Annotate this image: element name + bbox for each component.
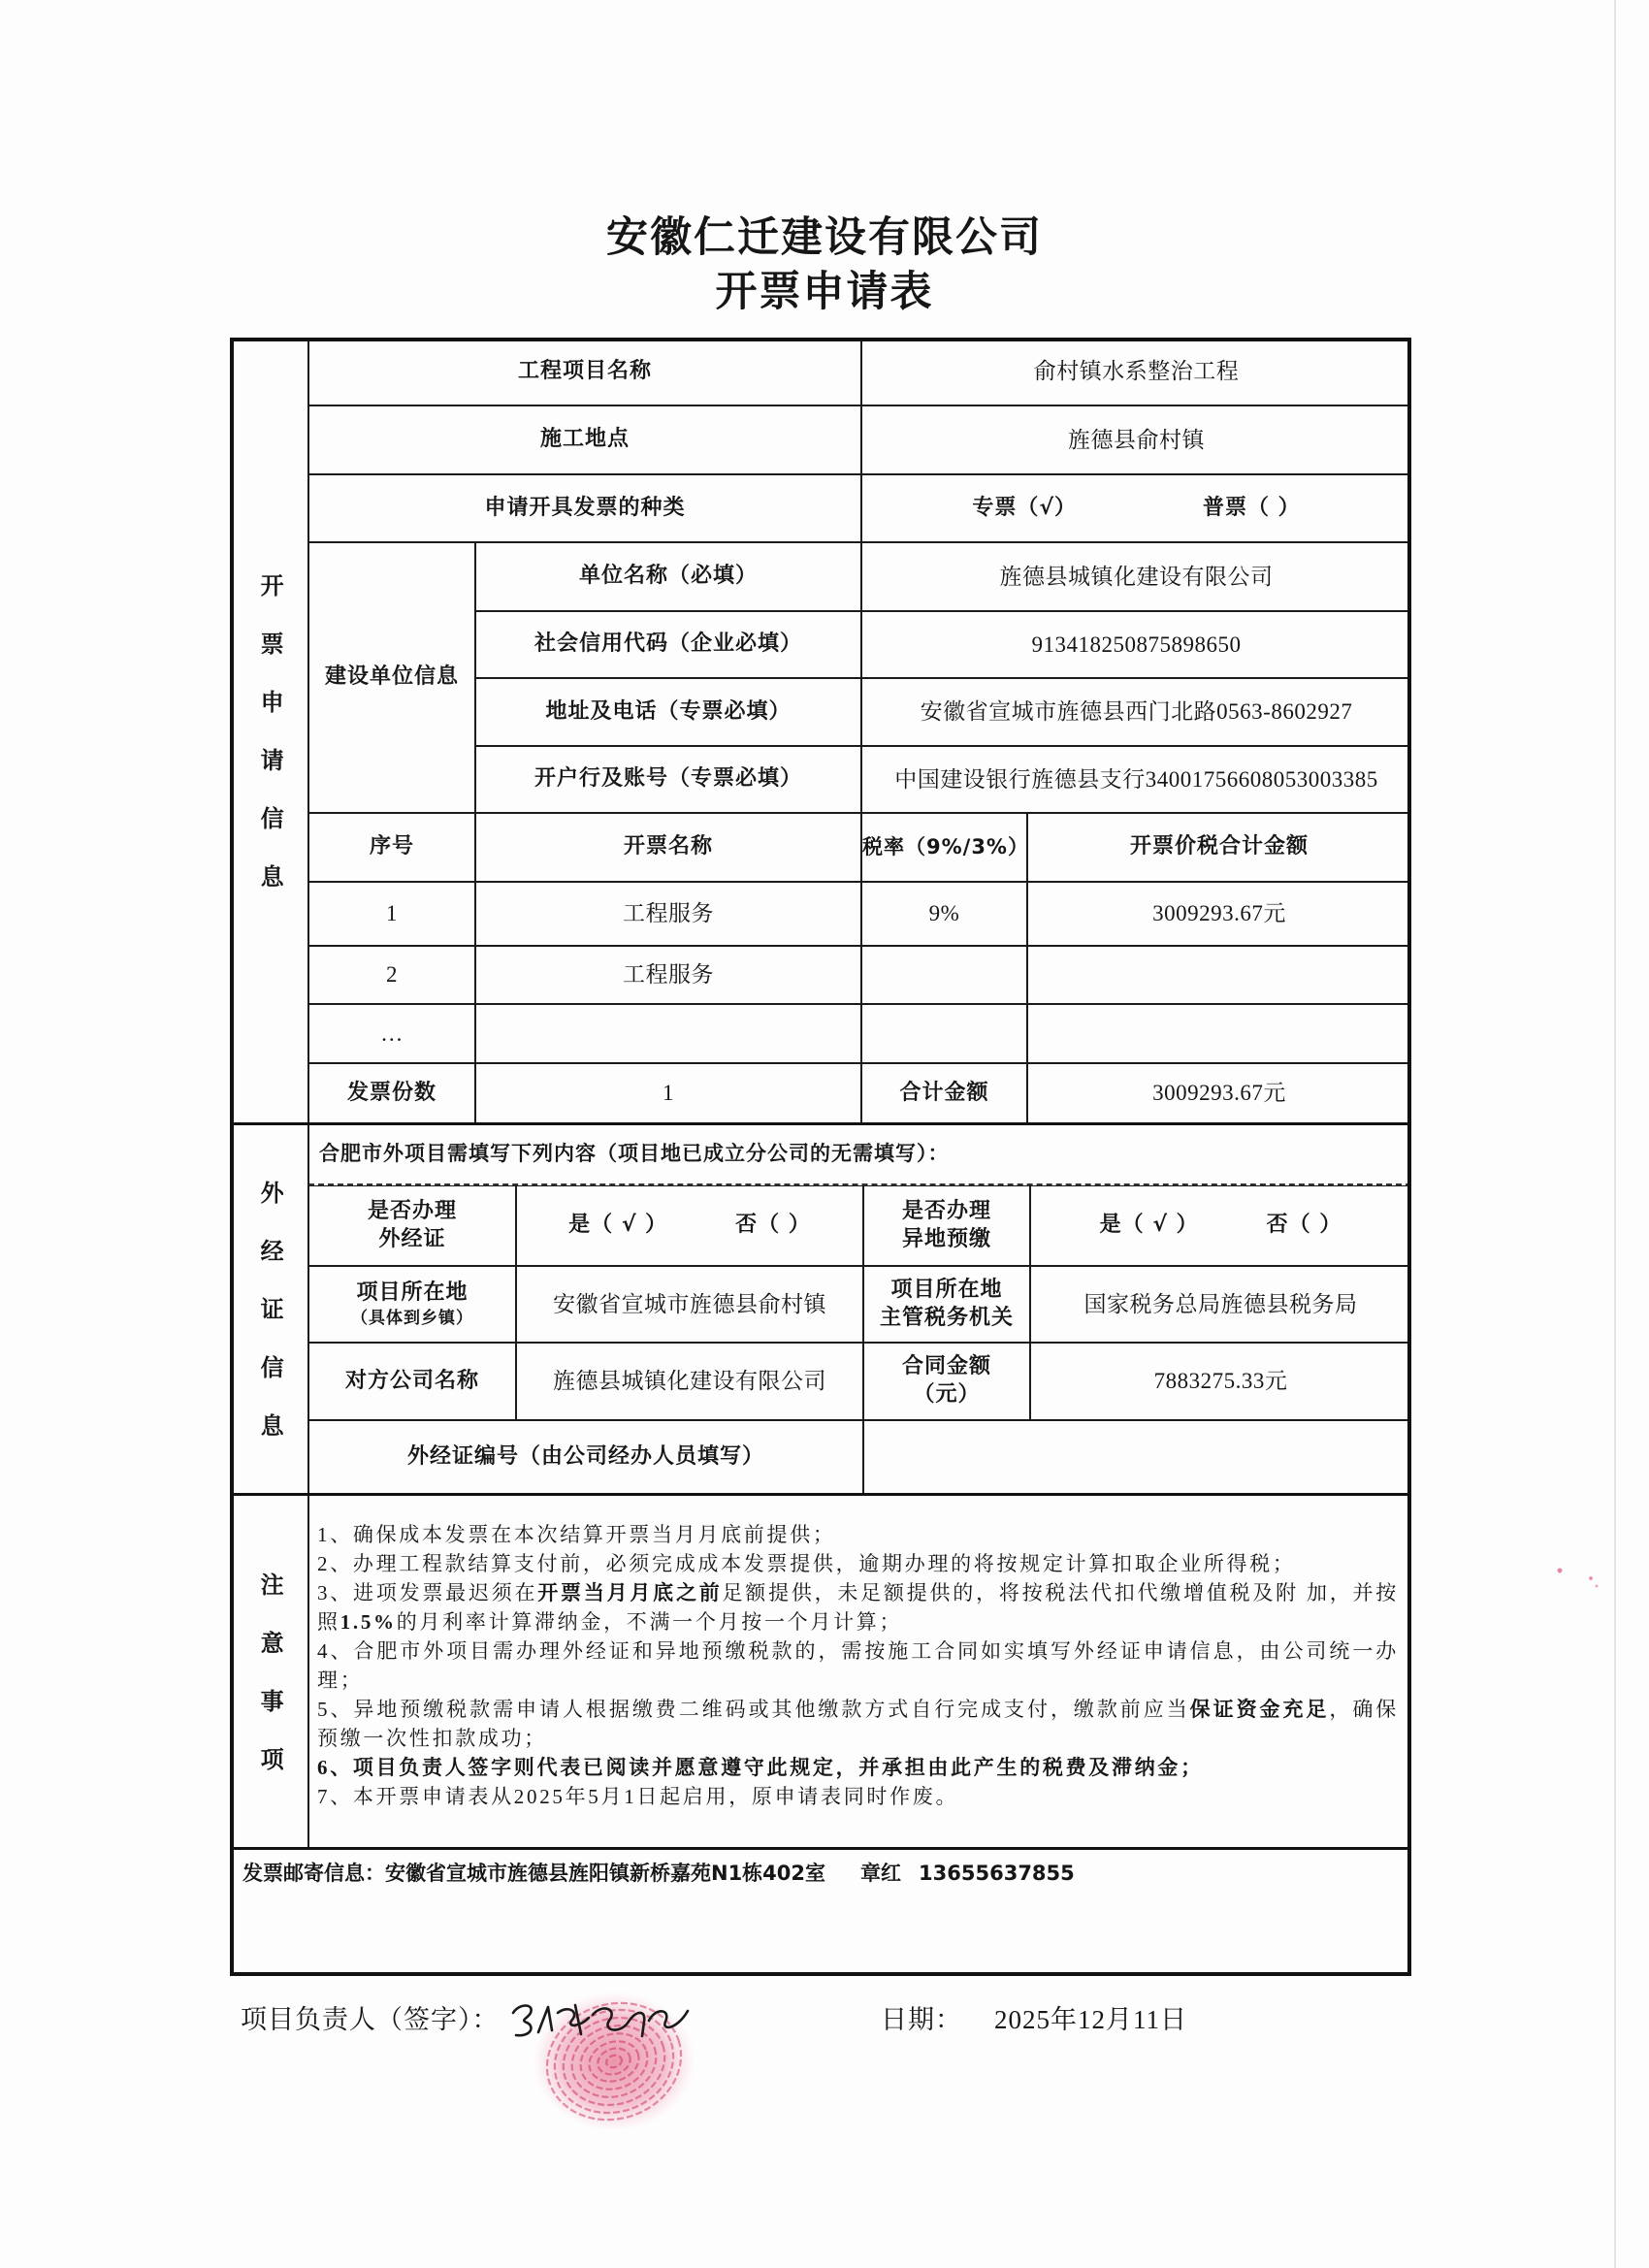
invoice-count-value: 1 — [475, 1063, 861, 1123]
signature-area — [500, 1964, 723, 2139]
notice-text: ，确保预缴一次性扣款成功； — [317, 1698, 1399, 1750]
ink-speck — [1589, 1576, 1593, 1580]
mailing-phone: 13655637855 — [919, 1862, 1075, 1885]
notices-body — [308, 1494, 1411, 1848]
notice-emphasis-text: 6、项目负责人签字则代表已阅读并愿意遵守此规定，并承担由此产生的税费及滞纳金； — [317, 1756, 1204, 1779]
item-rate — [861, 946, 1027, 1004]
contract-amount-label-line2: （元） — [913, 1382, 981, 1407]
date-value: 2025年12月11日 — [994, 2005, 1187, 2034]
mailing-info — [230, 1848, 1411, 1976]
project-location-label-line1: 项目所在地 — [356, 1280, 469, 1306]
address-phone-label: 地址及电话（专票必填） — [475, 678, 861, 746]
mailing-label: 发票邮寄信息： — [242, 1862, 385, 1885]
company-title: 安徽仁迁建设有限公司 — [606, 213, 1043, 262]
item-name: 工程服务 — [475, 882, 861, 946]
cert-handled-label-line1: 是否办理 — [367, 1198, 457, 1223]
side-label-outbound-cert — [230, 1123, 308, 1494]
notice-item — [317, 1578, 1399, 1636]
site-value: 旌德县俞村镇 — [861, 405, 1411, 474]
prepay-no-option: 否（ ） — [1266, 1213, 1342, 1238]
side-label-text: 开票申请信息 — [256, 573, 284, 923]
side-label-invoice-info — [230, 338, 308, 1123]
builder-company-value: 旌德县城镇化建设有限公司 — [861, 542, 1411, 611]
builder-company-label: 单位名称（必填） — [475, 542, 861, 611]
normal-invoice-option: 普票（ ） — [1203, 495, 1301, 520]
notice-item — [317, 1636, 1399, 1695]
mailing-address: 安徽省宣城市旌德县旌阳镇新桥嘉苑N1栋402室 — [385, 1862, 826, 1885]
total-amount-label: 合计金额 — [861, 1063, 1027, 1123]
total-amount-value: 3009293.67元 — [1027, 1063, 1411, 1123]
project-location-value: 安徽省宣城市旌德县俞村镇 — [516, 1266, 863, 1343]
notice-text: 4、合肥市外项目需办理外经证和异地预缴税款的，需按施工合同如实填写外经证申请信息，由公司统一办理； — [317, 1639, 1399, 1692]
tax-authority-label-line1: 项目所在地 — [890, 1277, 1003, 1302]
bank-account-label: 开户行及账号（专票必填） — [475, 746, 861, 813]
project-name-value: 俞村镇水系整治工程 — [861, 338, 1411, 405]
ink-speck — [1558, 1569, 1563, 1573]
project-name-label: 工程项目名称 — [308, 338, 861, 405]
prepay-pair — [1100, 1212, 1342, 1240]
cert-number-value — [863, 1420, 1411, 1494]
notice-emphasis-text: 1.5% — [340, 1610, 397, 1634]
scan-edge-line — [1614, 0, 1616, 2268]
prepay-label — [863, 1185, 1030, 1266]
notice-item — [317, 1782, 1399, 1811]
item-amount: 3009293.67元 — [1027, 882, 1411, 946]
cert-handled-label-line2: 外经证 — [378, 1226, 446, 1251]
item-amount — [1027, 1004, 1411, 1063]
bank-account-value: 中国建设银行旌德县支行34001756608053003385 — [861, 746, 1411, 813]
notice-text: 1、确保成本发票在本次结算开票当月月底前提供； — [317, 1523, 836, 1546]
side-label-text: 注意事项 — [256, 1571, 284, 1805]
cert-handled-label — [308, 1185, 516, 1266]
special-invoice-option: 专票（√） — [972, 495, 1077, 520]
notice-emphasis-text: 开票当月月底之前 — [537, 1581, 723, 1604]
project-location-label-line2: （具体到乡镇） — [351, 1308, 473, 1328]
builder-info-label: 建设单位信息 — [308, 542, 475, 813]
item-rate — [861, 1004, 1027, 1063]
notice-text: 3、进项发票最迟须在 — [317, 1581, 538, 1604]
contract-amount-label-line1: 合同金额 — [901, 1354, 991, 1379]
contract-amount-label — [863, 1343, 1030, 1420]
items-header-no: 序号 — [308, 813, 475, 882]
item-amount — [1027, 946, 1411, 1004]
invoice-count-label: 发票份数 — [308, 1063, 475, 1123]
prepay-label-stack — [902, 1198, 991, 1253]
contract-amount-value: 7883275.33元 — [1030, 1343, 1411, 1420]
item-no: … — [308, 1004, 475, 1063]
prepay-options — [1030, 1185, 1411, 1266]
item-no: 1 — [308, 882, 475, 946]
credit-code-label: 社会信用代码（企业必填） — [475, 611, 861, 678]
counterparty-value: 旌德县城镇化建设有限公司 — [516, 1343, 863, 1420]
section-divider — [230, 1847, 1411, 1850]
invoice-type-label: 申请开具发票的种类 — [308, 474, 861, 542]
item-no: 2 — [308, 946, 475, 1004]
cert-number-label: 外经证编号（由公司经办人员填写） — [308, 1420, 863, 1494]
notice-text: 5、异地预缴税款需申请人根据缴费二维码或其他缴款方式自行完成支付，缴款前应当 — [317, 1698, 1190, 1721]
section-divider — [230, 1122, 1411, 1125]
credit-code-value: 913418250875898650 — [861, 611, 1411, 678]
site-label: 施工地点 — [308, 405, 861, 474]
invoice-type-options — [861, 474, 1411, 542]
notice-text: 足额提供，未足额提供的，将按税法代扣代缴增值税及附 加，并按照 — [317, 1581, 1400, 1634]
tax-authority-value: 国家税务总局旌德县税务局 — [1030, 1266, 1411, 1343]
item-name — [475, 1004, 861, 1063]
item-name: 工程服务 — [475, 946, 861, 1004]
side-label-text: 外经证信息 — [256, 1181, 284, 1472]
signature-stroke — [513, 2006, 532, 2036]
notice-item — [317, 1520, 1399, 1549]
items-header-name: 开票名称 — [475, 813, 861, 882]
notice-item — [317, 1753, 1399, 1782]
date-label: 日期： — [881, 2005, 962, 2034]
side-label-notices — [230, 1494, 308, 1848]
cert-handled-pair — [568, 1212, 811, 1240]
prepay-label-line2: 异地预缴 — [901, 1226, 991, 1251]
section-divider — [230, 1493, 1411, 1496]
cert-handled-options — [516, 1185, 863, 1266]
items-header-rate: 税率（9%/3%） — [861, 813, 1027, 882]
cert-no-option: 否（ ） — [735, 1213, 811, 1238]
signer-label: 项目负责人（签字）： — [241, 2005, 500, 2034]
tax-authority-label-line2: 主管税务机关 — [879, 1305, 1014, 1330]
prepay-label-line1: 是否办理 — [901, 1198, 991, 1223]
notice-text: 2、办理工程款结算支付前，必须完成成本发票提供，逾期办理的将按规定计算扣取企业所得税； — [317, 1552, 1296, 1575]
ink-speck — [1596, 1585, 1599, 1588]
notice-item — [317, 1549, 1399, 1578]
cert-handled-label-stack — [368, 1198, 457, 1253]
address-phone-value: 安徽省宣城市旌德县西门北路0563-8602927 — [861, 678, 1411, 746]
counterparty-label: 对方公司名称 — [308, 1343, 516, 1420]
tax-authority-label — [863, 1266, 1030, 1343]
item-rate: 9% — [861, 882, 1027, 946]
outbound-cert-note: 合肥市外项目需填写下列内容（项目地已成立分公司的无需填写）： — [308, 1123, 1411, 1185]
notice-text: 的月利率计算滞纳金，不满一个月按一个月计算； — [396, 1610, 903, 1634]
notice-item — [317, 1695, 1399, 1753]
project-location-label — [308, 1266, 516, 1343]
notice-emphasis-text: 保证资金充足 — [1189, 1698, 1330, 1721]
items-header-amount: 开票价税合计金额 — [1027, 813, 1411, 882]
project-location-label-stack — [351, 1280, 473, 1329]
ink-specks — [1548, 1557, 1606, 1596]
mailing-recipient: 章红 — [860, 1862, 902, 1885]
tax-authority-label-stack — [880, 1277, 1014, 1332]
form-title: 开票申请表 — [715, 268, 934, 316]
notice-text: 7、本开票申请表从2025年5月1日起启用，原申请表同时作废。 — [317, 1785, 959, 1808]
prepay-yes-option: 是（ √ ） — [1099, 1213, 1199, 1238]
cert-yes-option: 是（ √ ） — [568, 1213, 668, 1238]
contract-amount-label-stack — [902, 1353, 991, 1409]
invoice-type-pair — [972, 495, 1300, 523]
